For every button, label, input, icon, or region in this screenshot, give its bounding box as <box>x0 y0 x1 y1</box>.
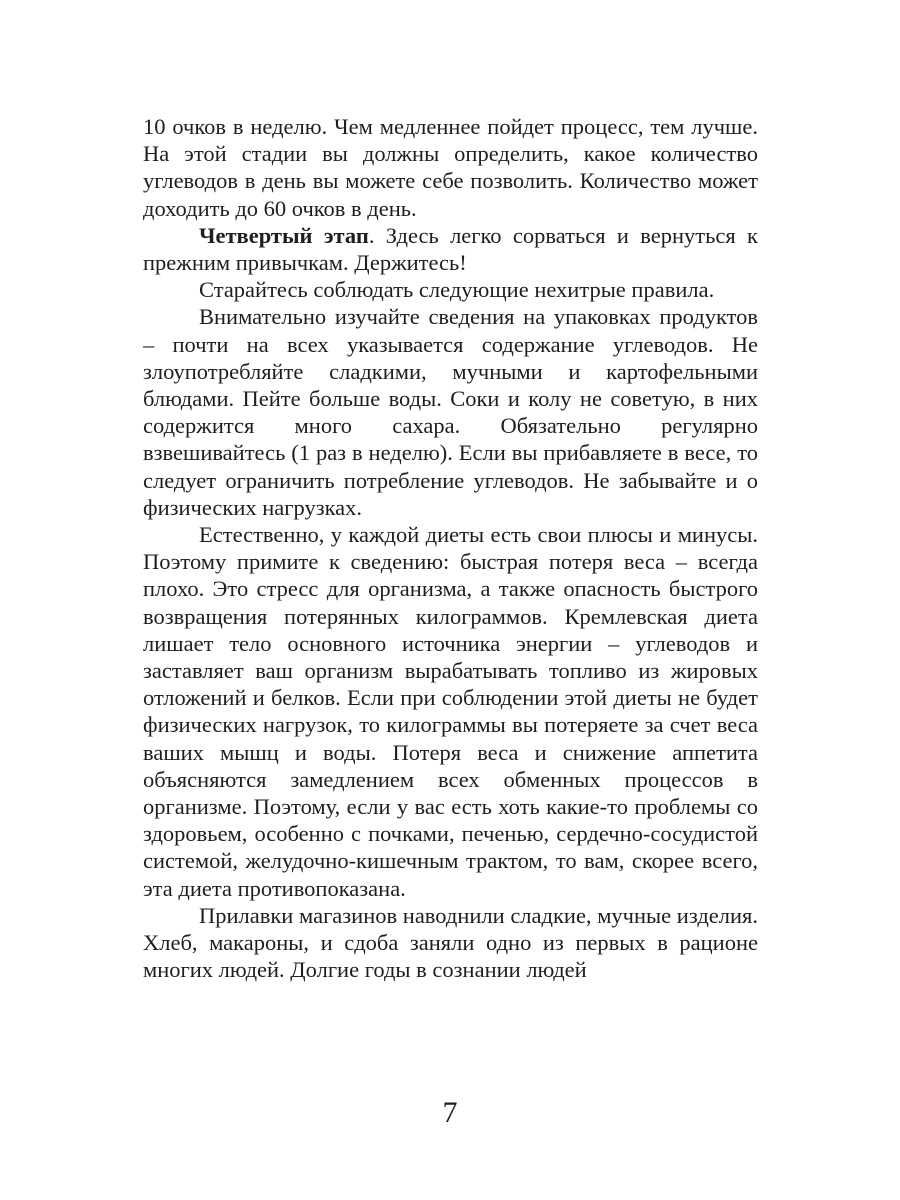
stage-heading: Четвертый этап <box>199 222 369 248</box>
paragraph-rules: Внимательно изучайте сведения на упаковках продуктов – почти на всех указывается содержание углеводов. Не злоупотребляйте сладкими, мучными и картофельными блюдами. Пейте больше воды. Соки и колу не советую, в них содержится много сахара. Обязательно регулярно взвешивайтесь (1 раз в неделю). Если вы прибавляете в весе, то следует ограничить потребление углеводов. Не забывайте и о физических нагрузках. <box>143 304 758 520</box>
paragraph-fourth-stage <box>143 222 758 276</box>
page-number: 7 <box>442 1096 458 1129</box>
body-text <box>143 113 758 984</box>
paragraph-shop-shelves: Прилавки магазинов наводнили сладкие, мучные изделия. Хлеб, макароны, и сдоба заняли одно из первых в рационе многих людей. Долгие годы в сознании людей <box>143 902 758 983</box>
paragraph-fourth-stage-text: . Здесь легко сорваться и вернуться к прежним привычкам. Держитесь! <box>143 222 758 276</box>
paragraph-continuation: 10 очков в неделю. Чем медленнее пойдет процесс, тем лучше. На этой стадии вы должны определить, какое количество углеводов в день вы можете себе позволить. Количество может доходить до 60 очков в день. <box>143 114 758 221</box>
paragraph-rules-intro: Старайтесь соблюдать следующие нехитрые правила. <box>199 277 715 303</box>
paragraph-pros-cons: Естественно, у каждой диеты есть свои плюсы и минусы. Поэтому примите к сведению: быстрая потеря веса – всегда плохо. Это стресс для организма, а также опасность быстрого возвращения потерянных килограммов. Кремлевская диета лишает тело основного источника энергии – углеводов и заставляет ваш организм вырабатывать топливо из жировых отложений и белков. Если при соблюдении этой диеты не будет физических нагрузок, то килограммы вы потеряете за счет веса ваших мышц и воды. Потеря веса и снижение аппетита объясняются замедлением всех обменных процессов в организме. Поэтому, если у вас есть хоть какие-то проблемы со здоровьем, особенно с почками, печенью, сердечно-сосудистой системой, желудочно-кишечным трактом, то вам, скорее всего, эта диета противопоказана. <box>143 522 758 901</box>
